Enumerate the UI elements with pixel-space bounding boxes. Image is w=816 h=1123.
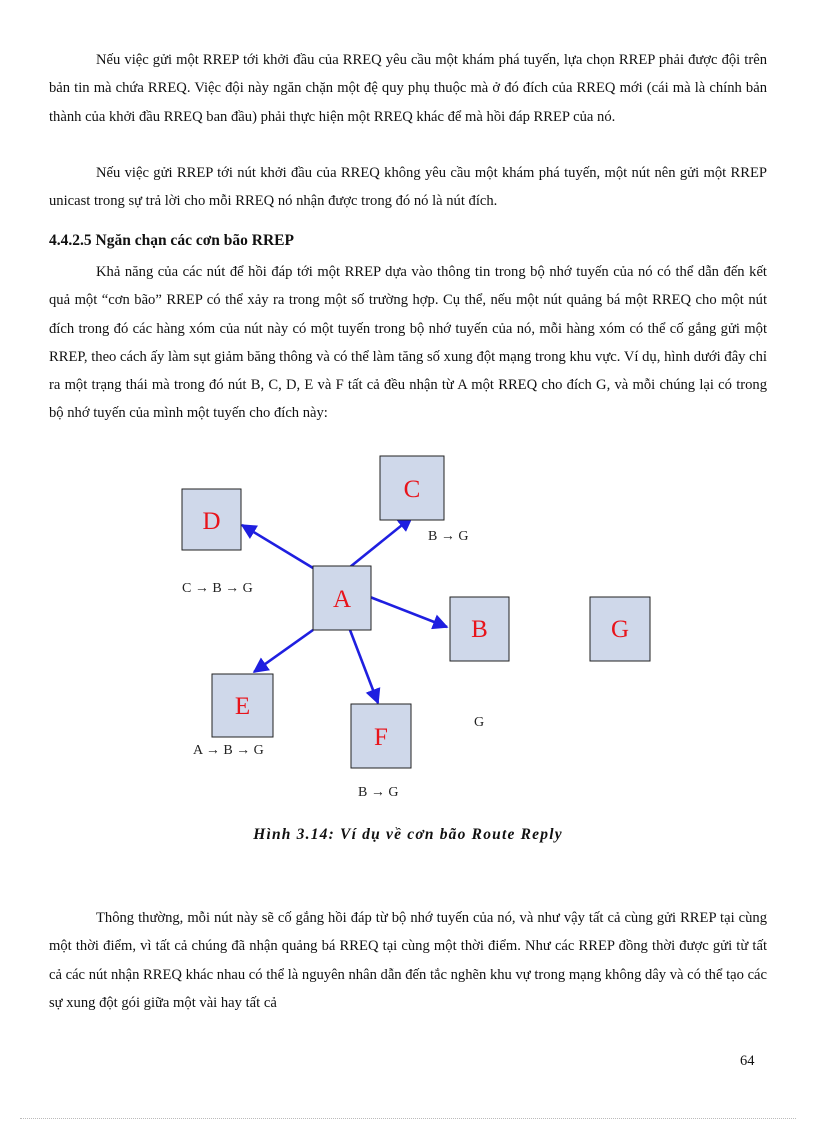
edge-a-to-f <box>350 630 378 703</box>
paragraph-rrep-storm: Khả năng của các nút để hồi đáp tới một RREP dựa vào thông tin trong bộ nhớ tuyến của nó có thể dẫn đến kết quả một “cơn bão” RREP có thể xảy ra trong một số trường hợp. Cụ thể, nếu một nút quảng bá một RREQ cho một nút đích trong đó các hàng xóm của nút này có một tuyến trong bộ nhớ tuyến của nó, mỗi hàng xóm có thể cố gắng gửi một RREP, theo cách ấy làm sụt giảm băng thông và có thể làm tăng số xung đột mạng trong khu vực. Ví dụ, hình dưới đây chỉ ra một trạng thái mà trong đó nút B, C, D, E và F tất cả đều nhận từ A một RREQ cho đích G, và mỗi chúng lại có trong bộ nhớ tuyến của mình một tuyến cho đích này: <box>49 264 767 422</box>
route-label-f: B → G <box>358 785 399 800</box>
edge-a-to-c <box>350 517 412 567</box>
paragraph-unicast-rrep: Nếu việc gửi RREP tới nút khởi đầu của RREQ không yêu cầu một khám phá tuyến, một nút nên gửi một RREP unicast trong sự trả lời cho mỗi RREQ nó nhận được trong đó nó là nút đích. <box>49 165 767 210</box>
node-b <box>450 597 509 661</box>
node-e <box>212 674 273 737</box>
footer-divider <box>20 1118 796 1119</box>
node-a-label: A <box>332 586 352 613</box>
route-reply-storm-diagram <box>150 450 670 810</box>
page-number: 64 <box>740 1053 755 1069</box>
node-e-label: E <box>234 693 251 720</box>
node-f-label: F <box>374 724 388 751</box>
node-g <box>590 597 650 661</box>
paragraph-route-discovery: Nếu việc gửi một RREP tới khởi đầu của RREQ yêu cầu một khám phá tuyến, lựa chọn RREP phải được đội trên bản tin mà chứa RREQ. Việc đội này ngăn chặn một đệ quy phụ thuộc mà ở đó đích của RREQ mới (cái mà là chính bản thành của khởi đầu RREQ ban đầu) phải thực hiện một RREQ khác để mà hồi đáp RREP của nó. <box>49 52 767 125</box>
route-label-c: B → G <box>428 529 469 544</box>
section-heading: 4.4.2.5 Ngăn chạn các cơn bão RREP <box>49 232 294 249</box>
route-label-b: G <box>474 715 485 730</box>
node-d <box>182 489 241 550</box>
node-c <box>380 456 444 520</box>
node-b-label: B <box>471 616 488 643</box>
node-f <box>351 704 411 768</box>
node-a <box>313 566 371 630</box>
paragraph-simultaneous-replies: Thông thường, mỗi nút này sẽ cố gắng hồi đáp từ bộ nhớ tuyến của nó, và như vậy tất cả cùng gửi RREP tại cùng một thời điểm, vì tất cả chúng đã nhận quảng bá RREQ tại cùng một thời điểm. Như các RREP đồng thời được gửi từ tất cả các nút nhận RREQ khác nhau có thể là nguyên nhân dẫn đến tắc nghẽn khu vự trong mạng không dây và có thể tạo các sự xung đột gói giữa một vài hay tất cả <box>49 910 767 1011</box>
node-c-label: C <box>403 476 421 503</box>
edge-a-to-e <box>254 630 313 672</box>
edge-a-to-d <box>242 525 313 568</box>
figure-caption: Hình 3.14: Ví dụ về cơn bão Route Reply <box>253 826 563 843</box>
node-d-label: D <box>202 508 221 535</box>
route-label-e: A → B → G <box>193 743 264 758</box>
route-label-d: C → B → G <box>182 581 253 596</box>
node-g-label: G <box>610 616 630 643</box>
edge-a-to-b <box>370 597 447 627</box>
